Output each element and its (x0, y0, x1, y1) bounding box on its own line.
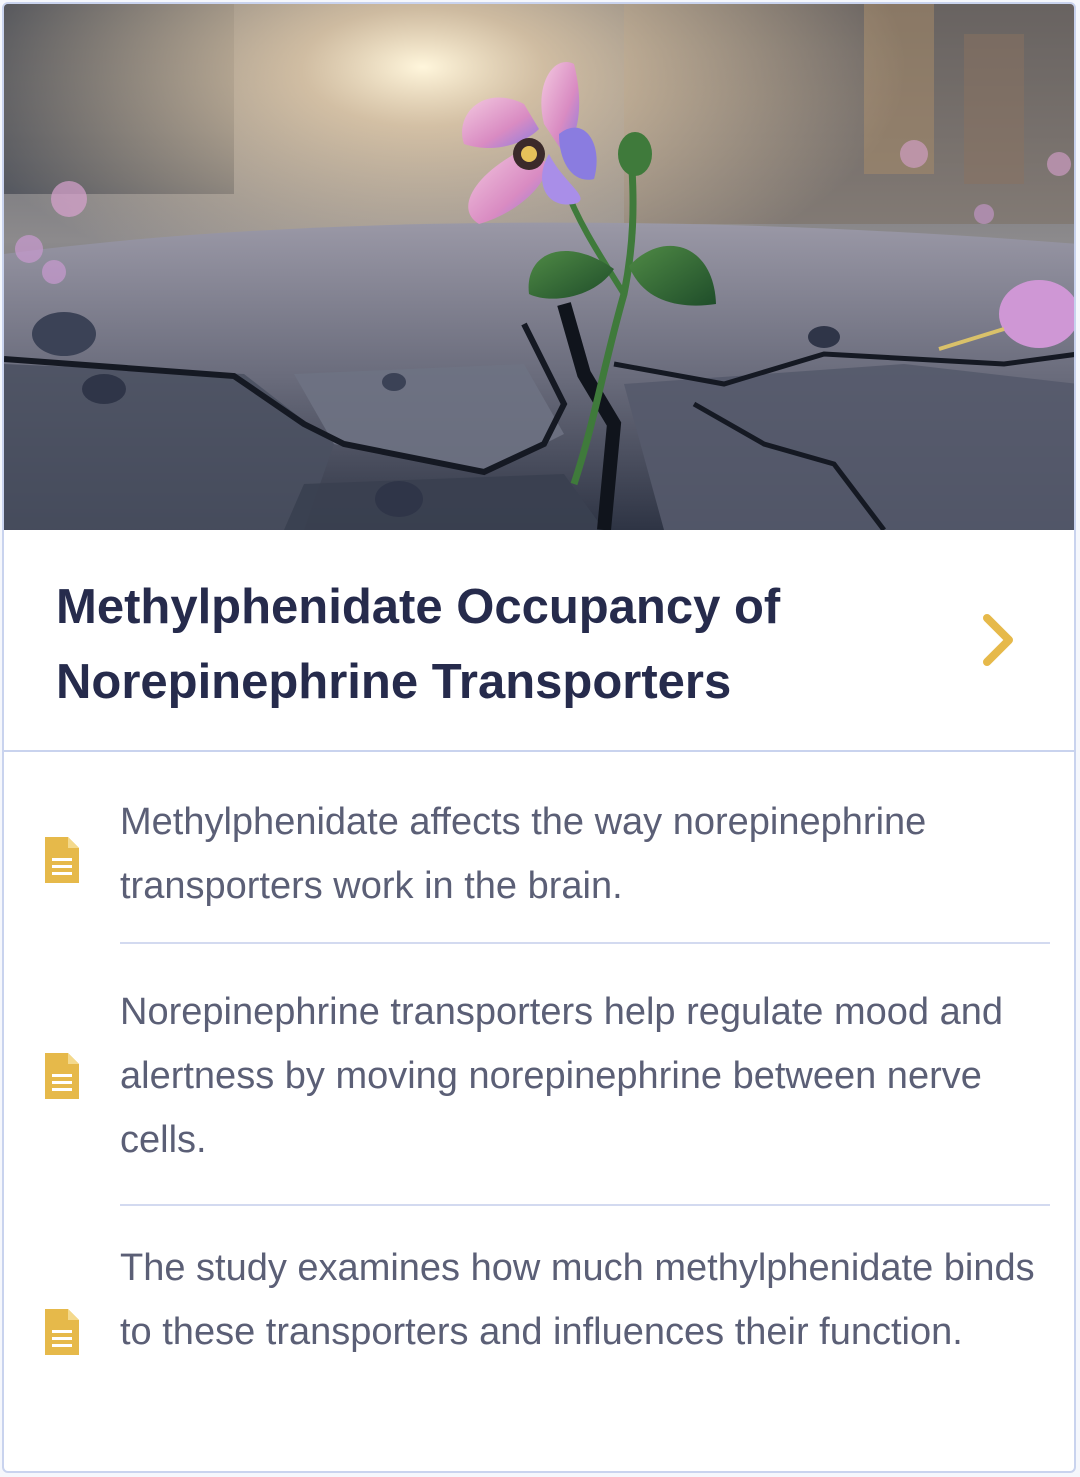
point-text: Norepinephrine transporters help regulate mood and alertness by moving norepinephrine between nerve cells. (120, 991, 1003, 1161)
point-text: The study examines how much methylphenidate binds to these transporters and influences their function. (120, 1247, 1035, 1353)
chevron-right-icon[interactable] (979, 610, 1019, 670)
document-icon (42, 834, 82, 886)
card-title: Methylphenidate Occupancy of Norepinephrine Transporters (56, 580, 781, 709)
content-card (2, 2, 1076, 1473)
divider (120, 942, 1050, 944)
divider (120, 1204, 1050, 1206)
document-icon (42, 1306, 82, 1358)
hero-image (4, 4, 1076, 530)
flower-in-cracked-pavement-image (4, 4, 1076, 530)
point-text: Methylphenidate affects the way norepinephrine transporters work in the brain. (120, 801, 927, 907)
card-header[interactable] (4, 530, 1076, 752)
document-icon (42, 1050, 82, 1102)
